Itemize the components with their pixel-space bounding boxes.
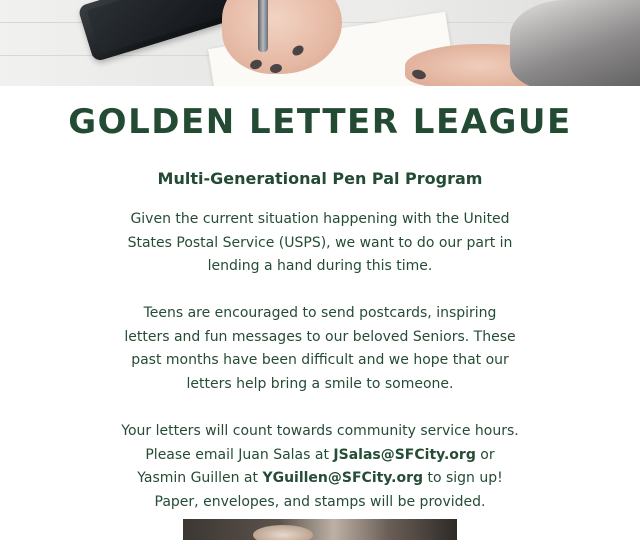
teens-line: letters and fun messages to our beloved Seniors. These <box>124 328 516 345</box>
teens-line: letters help bring a smile to someone. <box>186 375 454 392</box>
signup-text: Please email Juan Salas at <box>145 446 334 463</box>
signup-text: or <box>475 446 495 463</box>
teens-paragraph <box>100 302 540 396</box>
email-juan-link[interactable]: JSalas@SFCity.org <box>333 446 476 463</box>
program-subtitle: Multi-Generational Pen Pal Program <box>157 169 483 188</box>
signup-text: to sign up! <box>423 470 503 486</box>
signup-text: Yasmin Guillen at <box>137 470 263 486</box>
sweater-sleeve-image <box>510 0 640 86</box>
header-photo <box>0 0 640 86</box>
pen-image <box>258 0 268 52</box>
teens-line: Teens are encouraged to send postcards, inspiring <box>143 305 497 321</box>
signup-line <box>100 444 540 468</box>
signup-line: Paper, envelopes, and stamps will be provided. <box>154 493 486 510</box>
intro-paragraph <box>100 208 540 279</box>
intro-line: lending a hand during this time. <box>207 258 433 274</box>
signup-line <box>100 467 540 491</box>
signup-paragraph <box>100 420 540 514</box>
intro-line: States Postal Service (USPS), we want to do our part in <box>127 234 513 251</box>
teens-line: past months have been difficult and we hope that our <box>131 352 509 368</box>
intro-line: Given the current situation happening with the United <box>130 211 510 227</box>
page-title: GOLDEN LETTER LEAGUE <box>68 102 572 142</box>
signup-line: Your letters will count towards community service hours. <box>121 423 519 439</box>
footer-photo <box>183 519 457 540</box>
email-yasmin-link[interactable]: YGuillen@SFCity.org <box>262 470 424 486</box>
